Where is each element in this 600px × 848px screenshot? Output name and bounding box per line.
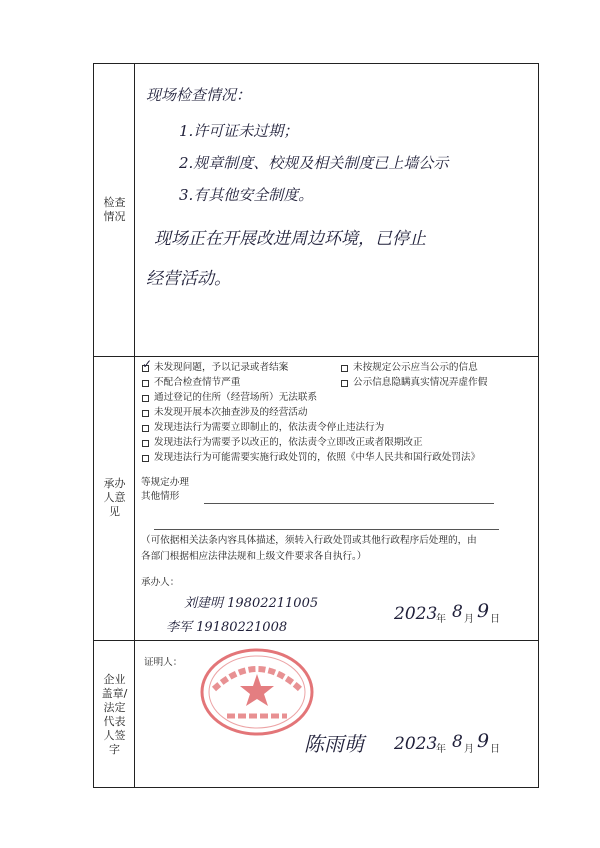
note-line-1: （可依据相关法条内容具体描述，须转入行政处罚或其他行政程序后处理的，由 xyxy=(141,535,477,546)
opinion-option-label: 发现违法行为需要予以改正的，依法责令立即改正或者限期改正 xyxy=(154,437,423,448)
handler-signature-2: 李军 19180221008 xyxy=(166,620,288,635)
checkmark-icon: ✓ xyxy=(142,356,153,371)
legal-rep-signature: 陈雨萌 xyxy=(304,732,364,756)
checkbox-icon[interactable] xyxy=(142,380,149,387)
inspection-line-5: 现场正在开展改进周边环境，已停止 xyxy=(154,229,426,249)
checkbox-icon[interactable] xyxy=(341,365,348,372)
checked-checkbox-icon[interactable] xyxy=(142,356,153,372)
opinion-option[interactable] xyxy=(142,356,289,374)
opinion-option[interactable] xyxy=(142,377,240,389)
opinion-option[interactable] xyxy=(341,362,478,374)
other-situation-line-2 xyxy=(154,529,499,530)
inspection-line-1: 现场检查情况： xyxy=(146,86,252,104)
opinion-option[interactable] xyxy=(341,377,487,389)
inspection-line-6: 经营活动。 xyxy=(146,269,231,289)
other-situation-label: 其他情形 xyxy=(141,491,180,502)
witness-label: 证明人： xyxy=(144,657,183,668)
opinion-option[interactable] xyxy=(142,452,480,464)
opinion-option-label: 未发现问题，予以记录或者结案 xyxy=(154,362,289,373)
company-section-label: 企业 盖章/ 法定 代表 人签 字 xyxy=(101,672,128,756)
opinion-option-label: 未发现开展本次抽查涉及的经营活动 xyxy=(154,407,308,418)
inspection-line-2: 1.许可证未过期； xyxy=(179,122,299,140)
handler-label: 承办人： xyxy=(141,577,180,588)
section-divider-2 xyxy=(94,640,538,641)
opinion-option[interactable] xyxy=(142,422,384,434)
opinion-option[interactable] xyxy=(142,407,308,419)
option-continuation: 等规定办理 xyxy=(141,477,189,488)
checkbox-icon[interactable] xyxy=(142,440,149,447)
opinion-option-label: 通过登记的住所（经营场所）无法联系 xyxy=(154,392,318,403)
checkbox-icon[interactable] xyxy=(142,425,149,432)
section-divider-1 xyxy=(94,356,538,357)
note-line-2: 各部门根据相应法律法规和上级文件要求各自执行。） xyxy=(141,551,367,562)
opinion-option-label: 发现违法行为需要立即制止的，依法责令停止违法行为 xyxy=(154,422,385,433)
inspection-section-label: 检查 情况 xyxy=(103,196,126,223)
other-situation-line xyxy=(204,503,494,504)
opinion-option-label: 未按规定公示应当公示的信息 xyxy=(353,362,478,373)
opinion-section-label: 承办 人意 见 xyxy=(103,477,126,518)
checkbox-icon[interactable] xyxy=(341,380,348,387)
inspection-line-3: 2.规章制度、校规及相关制度已上墙公示 xyxy=(179,154,449,172)
opinion-option[interactable] xyxy=(142,392,317,404)
checkbox-icon[interactable] xyxy=(142,395,149,402)
inspection-line-4: 3.有其他安全制度。 xyxy=(179,186,314,204)
checkbox-icon[interactable] xyxy=(142,455,149,462)
inspection-form: 检查 情况 承办 人意 见 企业 盖章/ 法定 代表 人签 字 现场检查情况： 1.许可证未过期； 2.规章制度、校规及相关制度已上墙公示 3.有其他安全制度。 现场正在开展改进周边环境，已停止 经营活动。 ✓ 未发现问题，予以记录或者结案 未按规定公示应当公示的信息 不配合检查情节严重 公示信息隐瞒真实情况弄虚作假 通过登记的住所（经营场所）无法联系 未发现开展本次抽查涉及的经营活动 发现违法行为需要立即制止的，依法责令停止违法行为 发现违法行为需要予以改正的，依法责令立即改正或者限期改正 发现违法行为可能需要实施行政处罚的，依照《中华人民共和国行政处罚法》 等规定办理 其他情形 （可依据相关法条内容具体描述，须转入行政处罚或其他行政程序后处理的，由 各部门根据相应法律法规和上级文件要求各自执行。） 承办人： 刘建明 19802211005 李军 19180221008 2023 年 8 月 9 日 证明人： 陈雨萌 2023 年 8 月 9 日 xyxy=(93,63,539,788)
opinion-option-label: 不配合检查情节严重 xyxy=(154,377,241,388)
opinion-option-label: 发现违法行为可能需要实施行政处罚的，依照《中华人民共和国行政处罚法》 xyxy=(154,452,481,463)
opinion-option[interactable] xyxy=(142,437,423,449)
opinion-option-label: 公示信息隐瞒真实情况弄虚作假 xyxy=(353,377,488,388)
handler-signature-1: 刘建明 19802211005 xyxy=(184,596,319,611)
checkbox-icon[interactable] xyxy=(142,410,149,417)
